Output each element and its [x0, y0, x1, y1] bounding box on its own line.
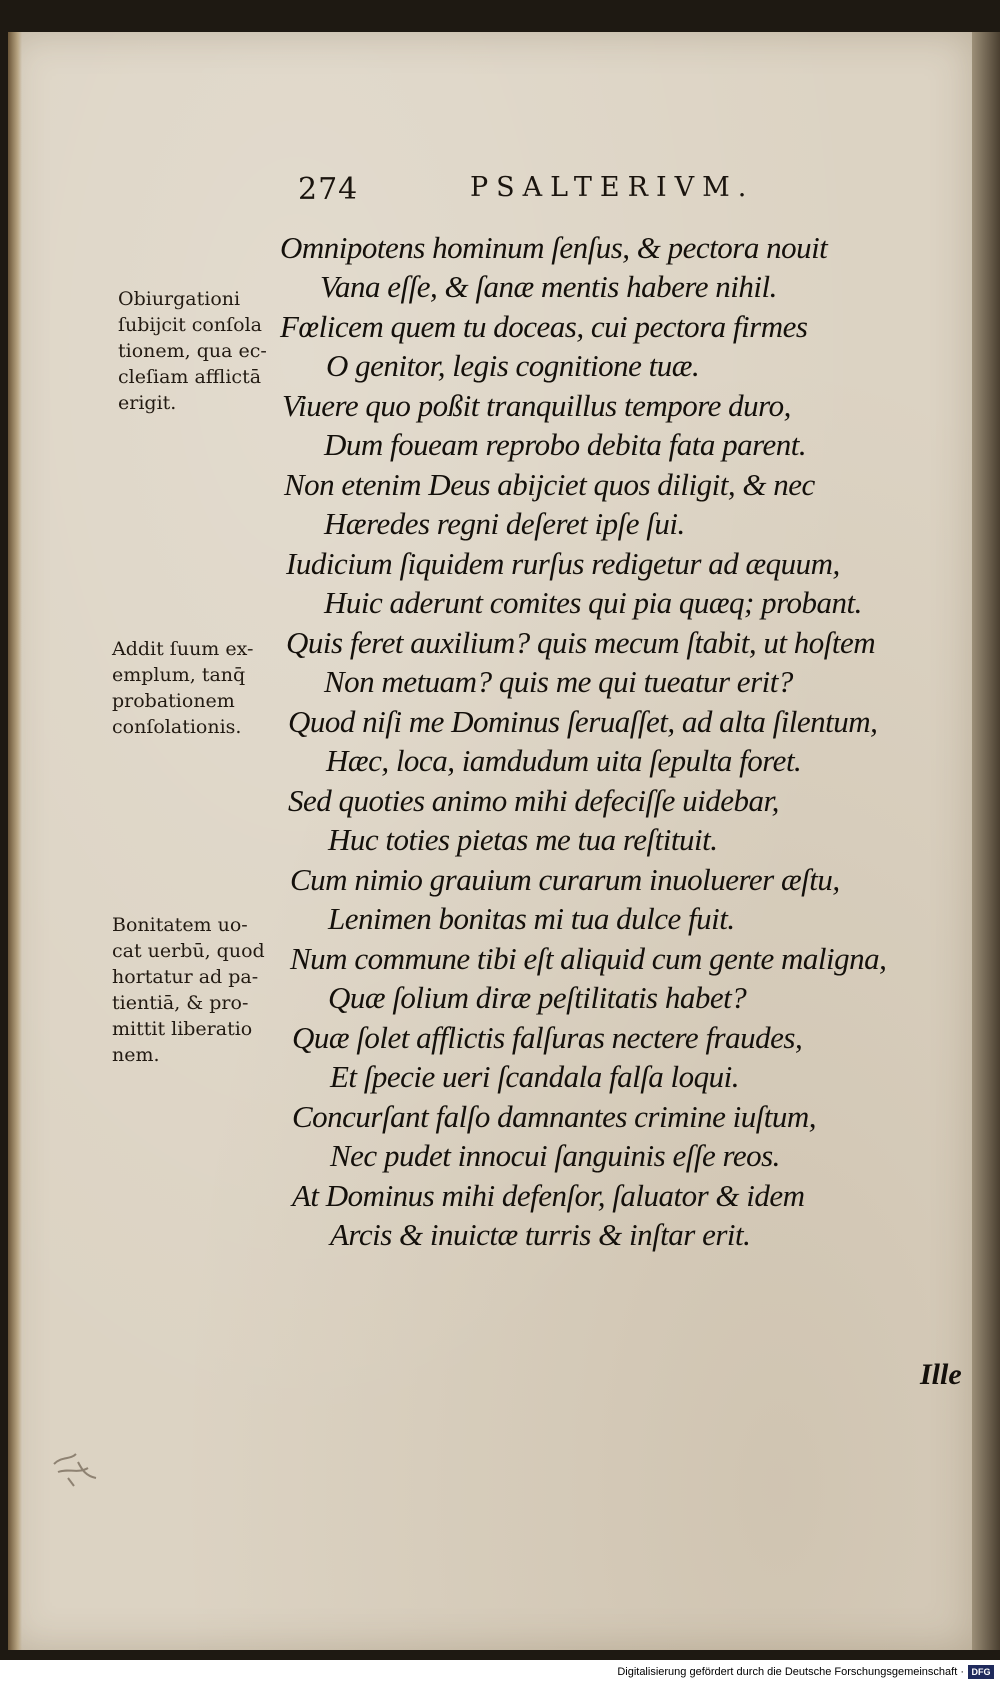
marginal-note: Bonitatem uo- cat uerbū, quod hortatur ad pa- tientiā, & pro- mittit liberatio nem.: [112, 914, 265, 1066]
verse-line: Non metuam? quis me qui tueatur erit?: [324, 664, 793, 699]
verse-line: Huc toties pietas me tua reſtituit.: [328, 822, 718, 857]
ink-smudge-mark: [48, 1442, 104, 1492]
marginal-note: Addit ſuum ex- emplum, tanq̄ probationem conſolationis.: [112, 638, 254, 738]
funding-credit: Digitalisierung gefördert durch die Deutsche Forschungsgemeinschaft ·: [617, 1666, 964, 1678]
folio-number: 274: [298, 172, 359, 207]
page-edge: [972, 32, 1000, 1650]
verse-line: Lenimen bonitas mi tua dulce fuit.: [328, 901, 735, 936]
verse-line: Dum foueam reprobo debita fata parent.: [324, 427, 807, 462]
verse-line: Nec pudet innocui ſanguinis eſſe reos.: [330, 1138, 780, 1173]
verse-line: Concurſant falſo damnantes crimine iuſtum,: [292, 1099, 817, 1134]
verse-line: Arcis & inuictæ turris & inſtar erit.: [330, 1217, 751, 1252]
running-title: PSALTERIVM.: [470, 172, 755, 203]
dfg-logo: DFG: [968, 1665, 994, 1679]
verse-line: Hæredes regni deſeret ipſe ſui.: [324, 506, 685, 541]
verse-line: Sed quoties animo mihi defeciſſe uidebar,: [288, 783, 779, 818]
verse-line: Cum nimio grauium curarum inuoluerer æſtu,: [290, 862, 840, 897]
marginal-note: Obiurgationi ſubijcit conſola tionem, qua ec- cleſiam afflictā erigit.: [118, 288, 267, 414]
verse-line: O genitor, legis cognitione tuæ.: [326, 348, 700, 383]
verse-line: Quæ ſolet afflictis falſuras nectere fraudes,: [292, 1020, 803, 1055]
footer-bar: [0, 1660, 1000, 1682]
verse-line: Fœlicem quem tu doceas, cui pectora firmes: [280, 309, 808, 344]
verse-line: Et ſpecie ueri ſcandala falſa loqui.: [330, 1059, 740, 1094]
verse-line: Non etenim Deus abijciet quos diligit, & nec: [284, 467, 815, 502]
catchword: Ille: [920, 1358, 962, 1391]
book-page: [8, 32, 972, 1650]
verse-line: Huic aderunt comites qui pia quæq; probant.: [324, 585, 862, 620]
verse-line: Iudicium ſiquidem rurſus redigetur ad æquum,: [286, 546, 840, 581]
verse-line: Num commune tibi eſt aliquid cum gente maligna,: [290, 941, 887, 976]
verse-line: Viuere quo poßit tranquillus tempore duro,: [282, 388, 791, 423]
verse-line: Quod niſi me Dominus ſeruaſſet, ad alta ſilentum,: [288, 704, 878, 739]
verse-line: Hæc, loca, iamdudum uita ſepulta foret.: [326, 743, 802, 778]
verse-line: Quis feret auxilium? quis mecum ſtabit, ut hoſtem: [286, 625, 876, 660]
verse-line: Quæ ſolium diræ peſtilitatis habet?: [328, 980, 747, 1015]
verse-line: Omnipotens hominum ſenſus, & pectora nouit: [280, 230, 828, 265]
verse-line: At Dominus mihi defenſor, ſaluator & idem: [292, 1178, 805, 1213]
page-header: [298, 172, 878, 212]
verse-line: Vana eſſe, & ſanæ mentis habere nihil.: [320, 269, 777, 304]
binding-edge: [8, 32, 22, 1650]
